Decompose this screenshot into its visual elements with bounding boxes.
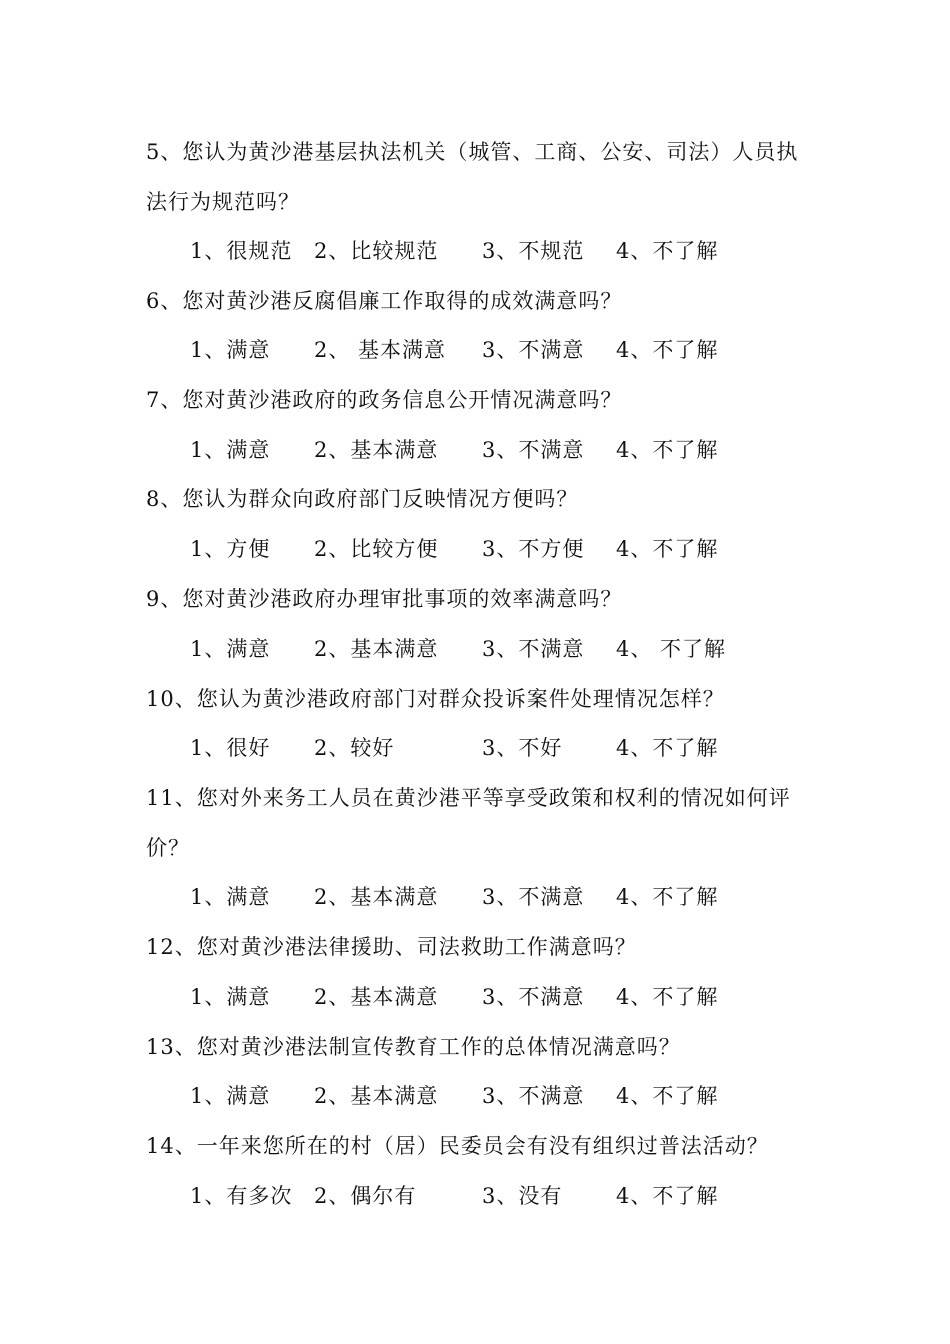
question-12-option-1: 1、满意: [190, 985, 271, 1009]
question-9-option-4: 4、 不了解: [616, 637, 727, 661]
question-5-line-1: 5、您认为黄沙港基层执法机关（城管、工商、公安、司法）人员执: [146, 140, 799, 164]
question-10-options: [0, 734, 950, 762]
question-6-option-2: 2、 基本满意: [314, 338, 447, 362]
question-10-option-2: 2、较好: [314, 736, 395, 760]
question-6-option-1: 1、满意: [190, 338, 271, 362]
question-14-option-3: 3、没有: [482, 1184, 563, 1208]
question-9-line-1: 9、您对黄沙港政府办理审批事项的效率满意吗？: [146, 587, 623, 611]
question-7-option-4: 4、不了解: [616, 438, 719, 462]
question-5-option-1: 1、很规范: [190, 239, 293, 263]
question-13-option-3: 3、不满意: [482, 1084, 585, 1108]
question-13-options: [0, 1082, 950, 1110]
question-10-option-3: 3、不好: [482, 736, 563, 760]
question-12-option-3: 3、不满意: [482, 985, 585, 1009]
question-11-line-2: 价？: [146, 836, 190, 860]
question-8-line-1: 8、您认为群众向政府部门反映情况方便吗？: [146, 487, 579, 511]
question-8-option-3: 3、不方便: [482, 537, 585, 561]
question-12-option-2: 2、基本满意: [314, 985, 439, 1009]
question-7-option-1: 1、满意: [190, 438, 271, 462]
question-11-option-4: 4、不了解: [616, 885, 719, 909]
question-5-options: [0, 237, 950, 265]
question-6-option-4: 4、不了解: [616, 338, 719, 362]
question-9-option-1: 1、满意: [190, 637, 271, 661]
question-8-options: [0, 535, 950, 563]
question-5-line-2: 法行为规范吗？: [146, 190, 300, 214]
question-9-options: [0, 635, 950, 663]
question-10-option-4: 4、不了解: [616, 736, 719, 760]
question-11-option-1: 1、满意: [190, 885, 271, 909]
question-5-option-2: 2、比较规范: [314, 239, 439, 263]
question-14-option-1: 1、有多次: [190, 1184, 293, 1208]
question-5-option-3: 3、不规范: [482, 239, 585, 263]
question-12-option-4: 4、不了解: [616, 985, 719, 1009]
question-10-line-1: 10、您认为黄沙港政府部门对群众投诉案件处理情况怎样？: [146, 687, 725, 711]
question-11-line-1: 11、您对外来务工人员在黄沙港平等享受政策和权利的情况如何评: [146, 786, 791, 810]
question-11-option-3: 3、不满意: [482, 885, 585, 909]
question-11-option-2: 2、基本满意: [314, 885, 439, 909]
question-14-options: [0, 1182, 950, 1210]
question-8-option-4: 4、不了解: [616, 537, 719, 561]
question-14-option-4: 4、不了解: [616, 1184, 719, 1208]
question-10-option-1: 1、很好: [190, 736, 271, 760]
question-11-options: [0, 883, 950, 911]
question-8-option-1: 1、方便: [190, 537, 271, 561]
question-14-line-1: 14、一年来您所在的村（居）民委员会有没有组织过普法活动？: [146, 1134, 769, 1158]
question-13-option-2: 2、基本满意: [314, 1084, 439, 1108]
question-12-line-1: 12、您对黄沙港法律援助、司法救助工作满意吗？: [146, 935, 637, 959]
question-7-option-2: 2、基本满意: [314, 438, 439, 462]
question-6-line-1: 6、您对黄沙港反腐倡廉工作取得的成效满意吗？: [146, 289, 623, 313]
question-7-options: [0, 436, 950, 464]
question-8-option-2: 2、比较方便: [314, 537, 439, 561]
question-13-option-4: 4、不了解: [616, 1084, 719, 1108]
question-13-option-1: 1、满意: [190, 1084, 271, 1108]
question-7-line-1: 7、您对黄沙港政府的政务信息公开情况满意吗？: [146, 388, 623, 412]
question-12-options: [0, 983, 950, 1011]
question-6-option-3: 3、不满意: [482, 338, 585, 362]
question-6-options: [0, 336, 950, 364]
question-7-option-3: 3、不满意: [482, 438, 585, 462]
question-5-option-4: 4、不了解: [616, 239, 719, 263]
question-9-option-3: 3、不满意: [482, 637, 585, 661]
question-13-line-1: 13、您对黄沙港法制宣传教育工作的总体情况满意吗？: [146, 1035, 681, 1059]
question-14-option-2: 2、偶尔有: [314, 1184, 417, 1208]
question-9-option-2: 2、基本满意: [314, 637, 439, 661]
